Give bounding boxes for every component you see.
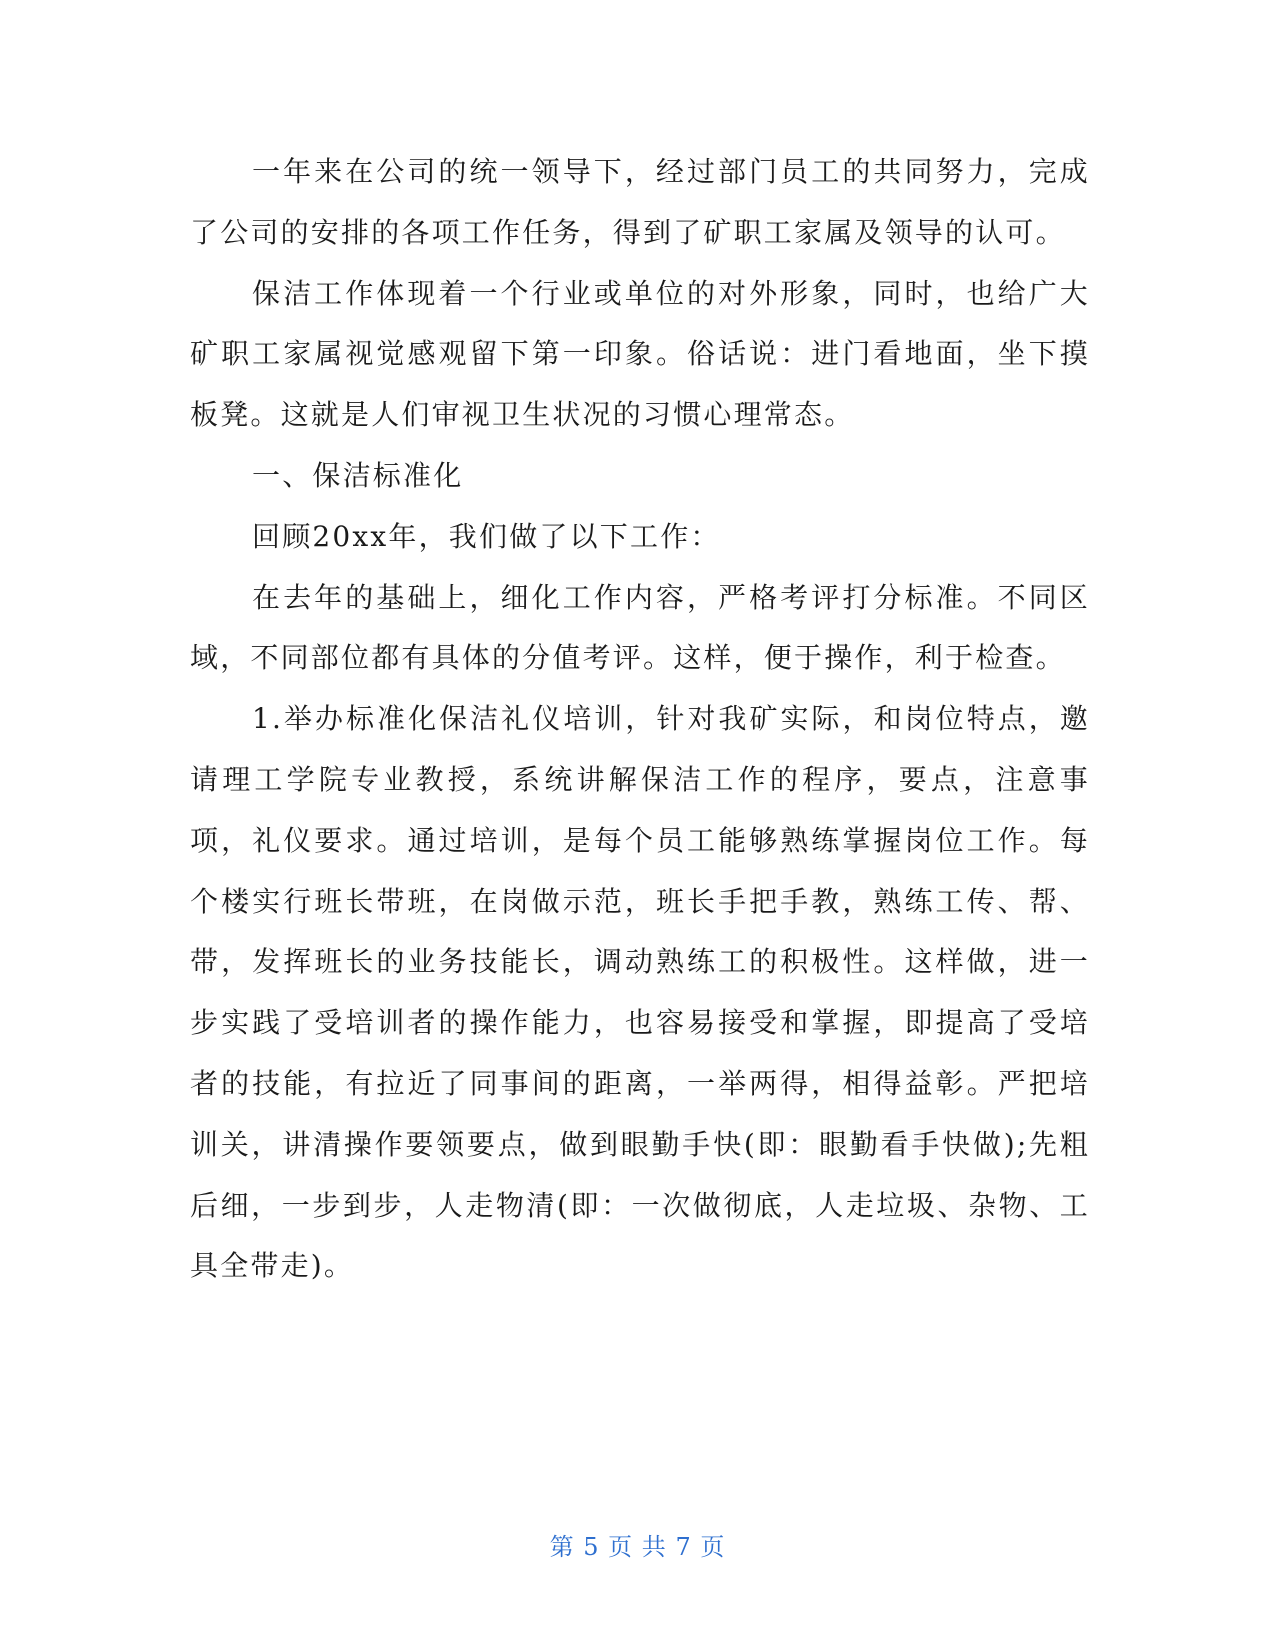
page-number-footer: 第 5 页 共 7 页 — [549, 1533, 726, 1561]
paragraph-standards: 在去年的基础上，细化工作内容，严格考评打分标准。不同区域，不同部位都有具体的分值考评。这样，便于操作，利于检查。 — [190, 580, 1090, 675]
paragraph-summary: 一年来在公司的统一领导下，经过部门员工的共同努力，完成了公司的安排的各项工作任务，得到了矿职工家属及领导的认可。 — [190, 155, 1090, 249]
paragraph-training: 1.举办标准化保洁礼仪培训，针对我矿实际，和岗位特点，邀请理工学院专业教授，系统讲解保洁工作的程序，要点，注意事项，礼仪要求。通过培训，是每个员工能够熟练掌握岗位工作。每个楼实行班长带班，在岗做示范，班长手把手教，熟练工传、帮、带，发挥班长的业务技能长，调动熟练工的积极性。这样做，进一步实践了受培训者的操作能力，也容易接受和掌握，即提高了受培者的技能，有拉近了同事间的距离，一举两得，相得益彰。严把培训关，讲清操作要领要点，做到眼勤手快(即：眼勤看手快做);先粗后细，一步到步，人走物清(即：一次做彻底，人走垃圾、杂物、工具全带走)。 — [190, 702, 1090, 1283]
paragraph-review-intro: 回顾20xx年，我们做了以下工作： — [252, 519, 721, 553]
paragraph-cleaning-image: 保洁工作体现着一个行业或单位的对外形象，同时，也给广大矿职工家属视觉感观留下第一印象。俗话说：进门看地面，坐下摸板凳。这就是人们审视卫生状况的习惯心理常态。 — [190, 276, 1090, 432]
section-heading: 一、保洁标准化 — [252, 458, 464, 492]
document-body — [190, 142, 1090, 1297]
